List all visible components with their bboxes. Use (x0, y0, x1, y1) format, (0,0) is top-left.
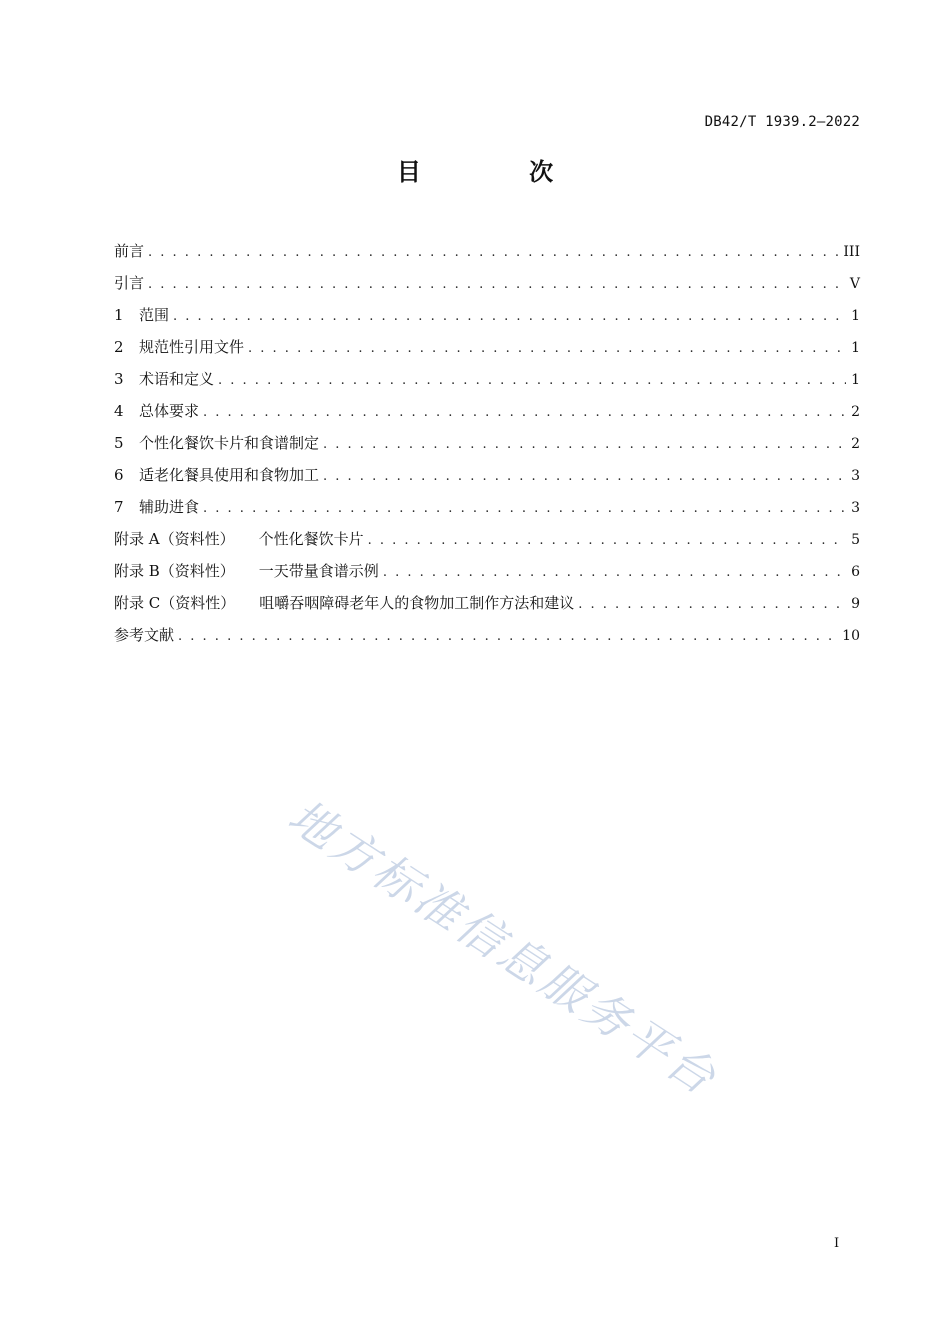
toc-entry-4[interactable] (114, 397, 860, 429)
toc-entry-page: 2 (851, 436, 860, 452)
toc-entry-number: 5 (114, 434, 124, 452)
toc-entry-label: 个性化餐饮卡片和食谱制定 (139, 434, 320, 452)
toc-entry-number: 4 (114, 402, 124, 420)
toc-appendix-label: 附录 C（资料性） (114, 594, 236, 612)
toc-leader-dots (148, 239, 839, 267)
toc-entry-6[interactable] (114, 461, 860, 493)
toc-leader-dots (323, 463, 846, 491)
toc-entry-5[interactable] (114, 429, 860, 461)
toc-entry-appendix-b[interactable] (114, 557, 860, 589)
toc-entry-label: 适老化餐具使用和食物加工 (139, 466, 320, 484)
toc-entry-label: 咀嚼吞咽障碍老年人的食物加工制作方法和建议 (259, 594, 575, 612)
toc-leader-dots (248, 335, 846, 363)
toc-leader-dots (173, 303, 846, 331)
toc-leader-dots (578, 591, 846, 619)
toc-entry-page: 6 (851, 564, 860, 580)
toc-entry-label: 术语和定义 (139, 370, 215, 388)
toc-entry-3[interactable] (114, 365, 860, 397)
toc-entry-page: 3 (851, 468, 860, 484)
toc-entry-page: 5 (851, 532, 860, 548)
toc-entry-appendix-a[interactable] (114, 525, 860, 557)
toc-entry-appendix-c[interactable] (114, 589, 860, 621)
toc-entry-page: 3 (851, 500, 860, 516)
toc-entry-page: 10 (842, 628, 860, 644)
toc-entry-7[interactable] (114, 493, 860, 525)
toc-entry-number: 3 (114, 370, 124, 388)
toc-entry-foreword[interactable] (114, 237, 860, 269)
toc-appendix-label: 附录 A（资料性） (114, 530, 235, 548)
toc-leader-dots (368, 527, 846, 555)
toc-leader-dots (178, 623, 838, 651)
toc-appendix-label: 附录 B（资料性） (114, 562, 235, 580)
toc-entry-number: 6 (114, 466, 124, 484)
toc-entry-references[interactable] (114, 621, 860, 653)
toc-entry-label: 范围 (139, 306, 170, 324)
toc-entry-page: V (849, 276, 860, 292)
toc-entry-number: 7 (114, 498, 124, 516)
toc-entry-label: 规范性引用文件 (139, 338, 245, 356)
toc-entry-label: 参考文献 (114, 626, 175, 644)
document-code: DB42/T 1939.2—2022 (704, 114, 860, 130)
toc-entry-page: 2 (851, 404, 860, 420)
toc-entry-label: 辅助进食 (139, 498, 200, 516)
toc-leader-dots (323, 431, 846, 459)
toc-entry-introduction[interactable] (114, 269, 860, 301)
toc-entry-page: 9 (851, 596, 860, 612)
toc-entry-number: 2 (114, 338, 124, 356)
toc-entry-number: 1 (114, 306, 124, 324)
toc-entry-label: 一天带量食谱示例 (258, 562, 379, 580)
page-title: 目 次 (396, 158, 604, 186)
toc-entry-page: 1 (851, 340, 860, 356)
toc-entry-page: 1 (851, 372, 860, 388)
toc-leader-dots (203, 495, 846, 523)
toc-entry-2[interactable] (114, 333, 860, 365)
toc-leader-dots (383, 559, 846, 587)
toc-leader-dots (203, 399, 846, 427)
page-number: I (834, 1236, 840, 1251)
watermark: 地方标准信息服务平台 (278, 788, 728, 1107)
toc-entry-label: 前言 (114, 242, 145, 260)
table-of-contents (114, 237, 860, 653)
toc-entry-label: 个性化餐饮卡片 (258, 530, 364, 548)
toc-leader-dots (148, 271, 846, 299)
toc-entry-label: 引言 (114, 274, 145, 292)
toc-entry-1[interactable] (114, 301, 860, 333)
toc-entry-page: 1 (851, 308, 860, 324)
toc-leader-dots (218, 367, 846, 395)
toc-entry-page: III (843, 244, 860, 260)
toc-entry-label: 总体要求 (139, 402, 200, 420)
